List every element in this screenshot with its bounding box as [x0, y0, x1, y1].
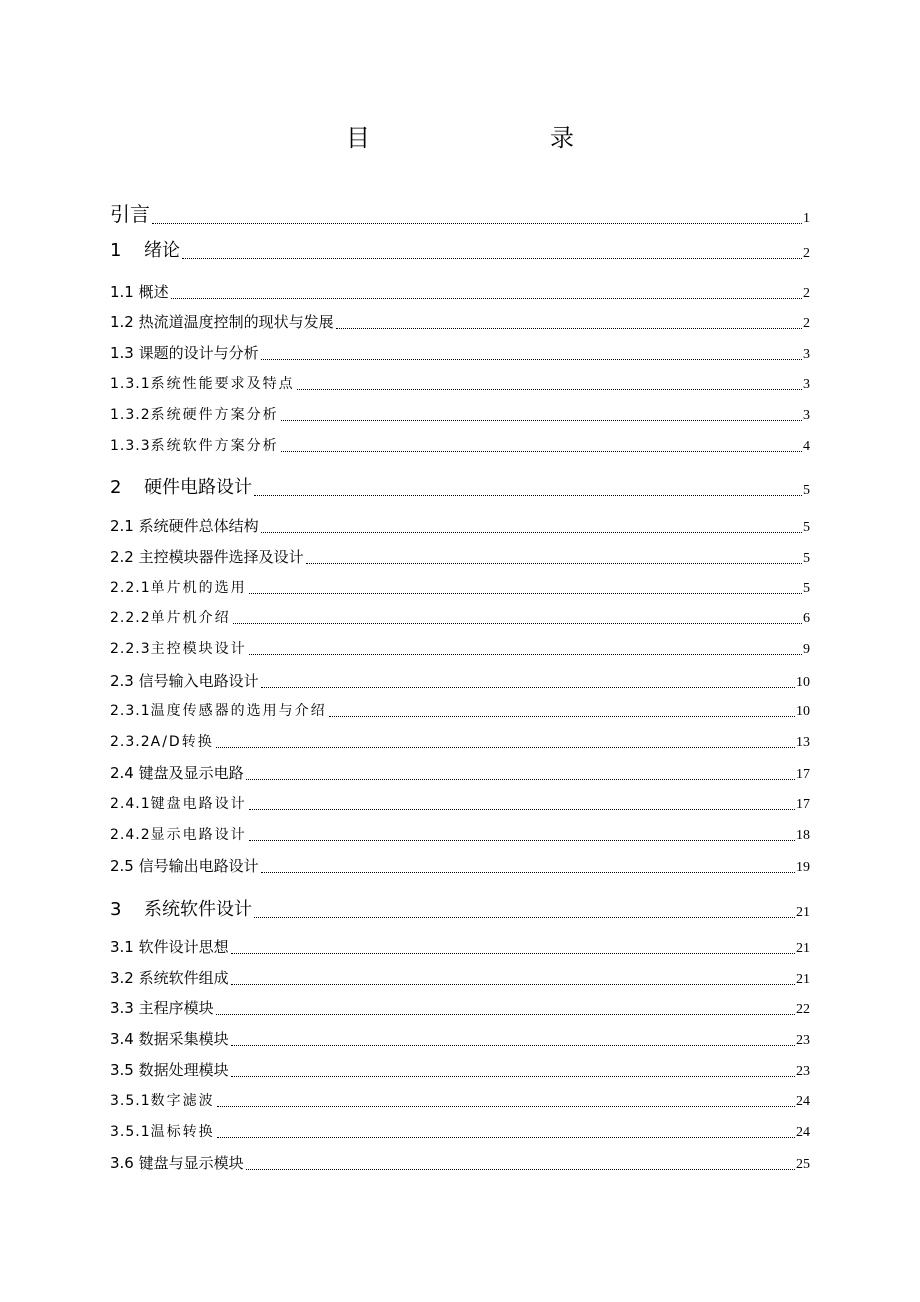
toc-page-number: 5 — [803, 520, 810, 535]
toc-page-number: 25 — [796, 1157, 810, 1172]
toc-entry-number: 2.4 — [110, 764, 134, 782]
toc-entry-number: 2 — [110, 477, 122, 498]
toc-page-number: 17 — [796, 767, 810, 782]
toc-entry-label — [110, 281, 169, 302]
toc-entry-title: 热流道温度控制的现状与发展 — [138, 313, 334, 331]
toc-entry-label — [110, 997, 214, 1018]
toc-entry-title: 系统软件组成 — [138, 969, 229, 987]
dot-leader — [216, 737, 795, 748]
toc-entry-label — [110, 342, 259, 363]
dot-leader — [254, 485, 802, 496]
dot-leader — [217, 1096, 795, 1107]
toc-entry-number: 1.3 — [110, 344, 134, 362]
toc-entry-title: 数据采集模块 — [138, 1030, 229, 1048]
toc-page-number: 3 — [803, 408, 810, 423]
toc-entry[interactable] — [110, 515, 810, 536]
toc-entry-label — [110, 731, 214, 751]
toc-entry[interactable] — [110, 342, 810, 363]
toc-entry[interactable] — [110, 1152, 810, 1173]
toc-entry[interactable] — [110, 731, 810, 751]
toc-entry-number: 3.1 — [110, 938, 134, 956]
toc-entry-title: 数据处理模块 — [138, 1061, 229, 1079]
toc-entry[interactable] — [110, 546, 810, 567]
dot-leader — [152, 213, 802, 224]
toc-entry-number: 1.2 — [110, 313, 134, 331]
toc-entry[interactable] — [110, 435, 810, 455]
toc-entry[interactable] — [110, 936, 810, 957]
dot-leader — [171, 288, 802, 299]
dot-leader — [329, 706, 795, 717]
toc-entry[interactable] — [110, 311, 810, 332]
toc-page-number: 4 — [803, 439, 810, 454]
toc-page-number: 18 — [796, 828, 810, 843]
toc-entry[interactable] — [110, 670, 810, 691]
toc-entry-number: 2.1 — [110, 517, 134, 535]
dot-leader — [249, 799, 795, 810]
toc-page-number: 2 — [803, 316, 810, 331]
toc-entry-label — [110, 967, 229, 988]
toc-page-number: 23 — [796, 1064, 810, 1079]
dot-leader — [217, 1127, 795, 1138]
dot-leader — [216, 1004, 795, 1015]
toc-entry-number: 1.3.3 — [110, 438, 151, 454]
toc-entry-title: 键盘电路设计 — [150, 796, 247, 812]
dot-leader — [246, 769, 795, 780]
toc-page-number: 23 — [796, 1033, 810, 1048]
toc-page-number: 2 — [803, 286, 810, 301]
toc-entry-label — [110, 473, 252, 499]
dot-leader — [261, 677, 795, 688]
toc-entry-title: 绪论 — [144, 240, 180, 261]
toc-entry-number: 1.1 — [110, 283, 134, 301]
toc-entry-title: 课题的设计与分析 — [138, 344, 259, 362]
toc-entry-title: 硬件电路设计 — [144, 477, 252, 498]
toc-entry[interactable] — [110, 607, 810, 627]
dot-leader — [281, 441, 802, 452]
toc-entry-number: 1 — [110, 240, 122, 261]
toc-entry-label — [110, 1121, 215, 1141]
toc-entry[interactable] — [110, 1121, 810, 1141]
toc-page-number: 21 — [796, 905, 810, 920]
dot-leader — [249, 644, 802, 655]
toc-entry-number: 2.4.1 — [110, 796, 151, 812]
dot-leader — [261, 862, 795, 873]
toc-entry-label — [110, 793, 247, 813]
toc-page-number: 10 — [796, 704, 810, 719]
toc-entry-title: 系统软件设计 — [144, 899, 252, 920]
toc-entry-number: 1.3.2 — [110, 407, 151, 423]
dot-leader — [182, 248, 802, 259]
toc-page-number: 21 — [796, 941, 810, 956]
dot-leader — [231, 1035, 795, 1046]
toc-entry-label — [110, 515, 259, 536]
toc-entry-label — [110, 895, 252, 921]
dot-leader — [231, 943, 795, 954]
toc-entry-title: 系统性能要求及特点 — [150, 376, 295, 392]
toc-entry-number: 2.2 — [110, 548, 134, 566]
toc-page-number: 21 — [796, 972, 810, 987]
dot-leader — [249, 830, 795, 841]
toc-entry-number: 3 — [110, 899, 122, 920]
toc-entry-title: 主程序模块 — [138, 999, 214, 1017]
toc-entry[interactable] — [110, 281, 810, 302]
toc-page-number: 13 — [796, 735, 810, 750]
toc-entry[interactable] — [110, 762, 810, 783]
toc-entry[interactable] — [110, 967, 810, 988]
toc-entry[interactable] — [110, 700, 810, 720]
toc-page-number: 24 — [796, 1125, 810, 1140]
toc-page-number: 1 — [803, 211, 810, 226]
toc-entry-number: 2.2.2 — [110, 610, 151, 626]
toc-page-number: 5 — [803, 551, 810, 566]
toc-entry-label — [110, 236, 180, 262]
toc-entry-label — [110, 577, 247, 597]
toc-entry-label — [110, 546, 304, 567]
toc-page-number: 2 — [803, 246, 810, 261]
toc-entry-title: 温标转换 — [150, 1124, 215, 1140]
dot-leader — [233, 613, 802, 624]
toc-entry-title: 引言 — [110, 204, 150, 226]
toc-entry-number: 1.3.1 — [110, 376, 151, 392]
toc-entry[interactable] — [110, 824, 810, 844]
toc-entry-number: 3.2 — [110, 969, 134, 987]
toc-entry[interactable] — [110, 198, 810, 227]
dot-leader — [261, 349, 802, 360]
toc-page-number: 24 — [796, 1094, 810, 1109]
dot-leader — [306, 553, 802, 564]
toc-entry[interactable] — [110, 1090, 810, 1110]
toc-entry[interactable] — [110, 793, 810, 813]
toc-entry[interactable] — [110, 577, 810, 597]
toc-entry-label — [110, 1090, 215, 1110]
toc-entry-title: 概述 — [138, 283, 169, 301]
toc-entry-title: 系统软件方案分析 — [150, 438, 279, 454]
toc-entry-number: 2.4.2 — [110, 827, 151, 843]
toc-entry-label — [110, 824, 247, 844]
toc-page-number: 10 — [796, 675, 810, 690]
toc-page-number: 5 — [803, 483, 810, 498]
toc-entry-number: 3.3 — [110, 999, 134, 1017]
toc-entry-label — [110, 700, 327, 720]
toc-page-number: 3 — [803, 347, 810, 362]
toc-page-number: 17 — [796, 797, 810, 812]
dot-leader — [249, 583, 802, 594]
dot-leader — [231, 974, 795, 985]
toc-entry-title: 显示电路设计 — [150, 827, 247, 843]
toc-entry-number: 2.2.3 — [110, 641, 151, 657]
toc-entry-title: 主控模块设计 — [150, 641, 247, 657]
toc-entry-title: 系统硬件总体结构 — [138, 517, 259, 535]
toc-entry-number: 2.5 — [110, 857, 134, 875]
toc-entry-number: 3.5 — [110, 1061, 134, 1079]
toc-entry-title: 单片机介绍 — [150, 610, 231, 626]
page-title: 目 录 — [346, 124, 618, 152]
toc-entry[interactable] — [110, 1059, 810, 1080]
toc-entry-label — [110, 198, 150, 227]
toc-entry[interactable] — [110, 1028, 810, 1049]
toc-entry-label — [110, 373, 295, 393]
toc-entry-label — [110, 638, 247, 658]
toc-entry-title: A/D转换 — [150, 734, 214, 750]
toc-entry-label — [110, 855, 259, 876]
dot-leader — [297, 379, 802, 390]
toc-entry[interactable] — [110, 404, 810, 424]
toc-entry-label — [110, 311, 334, 332]
toc-page-number: 9 — [803, 642, 810, 657]
toc-entry[interactable] — [110, 895, 810, 921]
toc-entry-title: 数字滤波 — [150, 1093, 215, 1109]
toc-entry-title: 系统硬件方案分析 — [150, 407, 279, 423]
dot-leader — [336, 318, 802, 329]
toc-entry[interactable] — [110, 638, 810, 658]
dot-leader — [254, 907, 795, 918]
toc-entry-number: 3.6 — [110, 1154, 134, 1172]
toc-page-number: 22 — [796, 1002, 810, 1017]
toc-entry-title: 软件设计思想 — [138, 938, 229, 956]
toc-entry-title: 信号输入电路设计 — [138, 672, 259, 690]
toc-entry[interactable] — [110, 236, 810, 262]
toc-entry-label — [110, 404, 279, 424]
toc-entry-title: 键盘与显示模块 — [138, 1154, 244, 1172]
dot-leader — [246, 1159, 795, 1170]
toc-entry[interactable] — [110, 997, 810, 1018]
toc-entry-label — [110, 762, 244, 783]
toc-entry[interactable] — [110, 855, 810, 876]
toc-entry-title: 键盘及显示电路 — [138, 764, 244, 782]
dot-leader — [261, 522, 802, 533]
toc-page-number: 6 — [803, 611, 810, 626]
toc-entry-title: 主控模块器件选择及设计 — [138, 548, 304, 566]
toc-entry-number: 2.2.1 — [110, 580, 151, 596]
dot-leader — [281, 410, 802, 421]
toc-entry-label — [110, 1028, 229, 1049]
toc-entry[interactable] — [110, 373, 810, 393]
dot-leader — [231, 1066, 795, 1077]
toc-entry-label — [110, 670, 259, 691]
toc-entry-number: 2.3.2 — [110, 734, 151, 750]
toc-page-number: 5 — [803, 581, 810, 596]
toc-entry-title: 温度传感器的选用与介绍 — [150, 703, 327, 719]
toc-entry-title: 信号输出电路设计 — [138, 857, 259, 875]
toc-entry-label — [110, 435, 279, 455]
toc-entry-label — [110, 607, 231, 627]
toc-entry-label — [110, 1152, 244, 1173]
toc-entry-number: 3.5.1 — [110, 1093, 151, 1109]
toc-entry-number: 3.5.1 — [110, 1124, 151, 1140]
toc-entry-label — [110, 1059, 229, 1080]
toc-page-number: 3 — [803, 377, 810, 392]
toc-entry-number: 3.4 — [110, 1030, 134, 1048]
toc-page-number: 19 — [796, 860, 810, 875]
toc-entry-number: 2.3.1 — [110, 703, 151, 719]
toc-entry-number: 2.3 — [110, 672, 134, 690]
toc-entry-label — [110, 936, 229, 957]
toc-entry[interactable] — [110, 473, 810, 499]
toc-entry-title: 单片机的选用 — [150, 580, 247, 596]
